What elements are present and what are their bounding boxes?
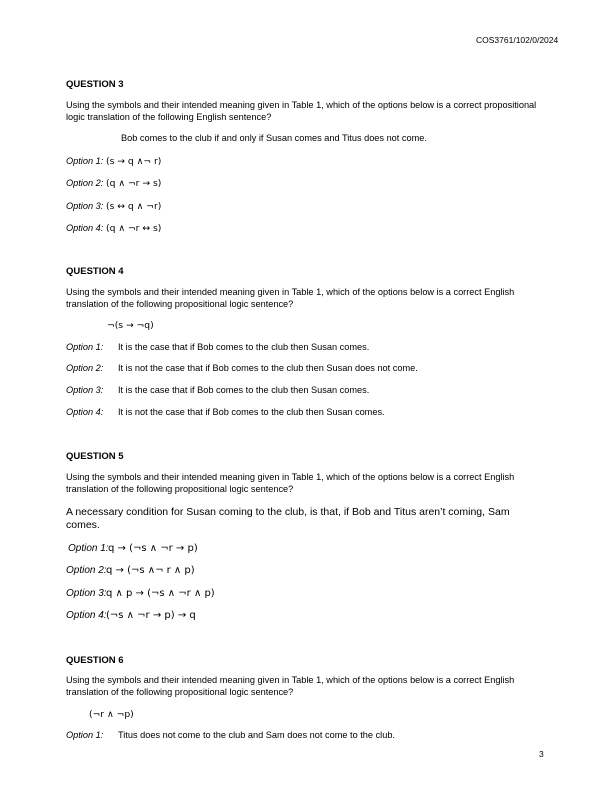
question-4-option-4[interactable]: Option 4: It is not the case that if Bob comes to the club then Susan comes. [66, 407, 385, 417]
question-4-option-3[interactable]: Option 3: It is the case that if Bob comes to the club then Susan comes. [66, 385, 370, 395]
question-5-title: QUESTION 5 [66, 451, 124, 462]
page-number: 3 [539, 749, 544, 759]
question-6-title: QUESTION 6 [66, 655, 124, 666]
question-6-option-1[interactable]: Option 1: Titus does not come to the club and Sam does not come to the club. [66, 730, 395, 740]
question-5-option-3[interactable]: Option 3:q ∧ p → (¬s ∧ ¬r ∧ p) [66, 588, 215, 599]
question-3-option-4[interactable]: Option 4: (q ∧ ¬r ↔ s) [66, 223, 162, 234]
question-6-intro: Using the symbols and their intended meaning given in Table 1, which of the options below is a correct English translation of the following propositional logic sentence? [66, 675, 515, 697]
question-3-intro: Using the symbols and their intended meaning given in Table 1, which of the options below is a correct propositional logic translation of the following English sentence? [66, 100, 537, 122]
question-5-option-4[interactable]: Option 4:(¬s ∧ ¬r → p) → q [66, 610, 196, 621]
question-3-title: QUESTION 3 [66, 79, 124, 90]
question-3-option-1[interactable]: Option 1: (s → q ∧¬ r) [66, 156, 162, 167]
question-4-sentence: ¬(s → ¬q) [107, 320, 154, 331]
question-5-option-1[interactable]: Option 1:q → (¬s ∧ ¬r → p) [68, 543, 198, 554]
question-4-option-2[interactable]: Option 2: It is not the case that if Bob comes to the club then Susan does not come. [66, 363, 418, 373]
question-4-intro: Using the symbols and their intended meaning given in Table 1, which of the options below is a correct English translation of the following propositional logic sentence? [66, 287, 515, 309]
question-3-sentence: Bob comes to the club if and only if Susan comes and Titus does not come. [121, 133, 427, 143]
question-3-option-3[interactable]: Option 3: (s ↔ q ∧ ¬r) [66, 201, 162, 212]
question-5-sentence: A necessary condition for Susan coming to the club, is that, if Bob and Titus aren’t coming, Sam comes. [66, 506, 510, 531]
question-3-option-2[interactable]: Option 2: (q ∧ ¬r → s) [66, 178, 162, 189]
question-6-sentence: (¬r ∧ ¬p) [89, 709, 134, 720]
question-5-option-2[interactable]: Option 2:q → (¬s ∧¬ r ∧ p) [66, 565, 195, 576]
question-5-intro: Using the symbols and their intended meaning given in Table 1, which of the options below is a correct English translation of the following propositional logic sentence? [66, 472, 515, 494]
document-code: COS3761/102/0/2024 [476, 35, 559, 45]
question-4-title: QUESTION 4 [66, 266, 124, 277]
question-4-option-1[interactable]: Option 1: It is the case that if Bob comes to the club then Susan comes. [66, 342, 370, 352]
